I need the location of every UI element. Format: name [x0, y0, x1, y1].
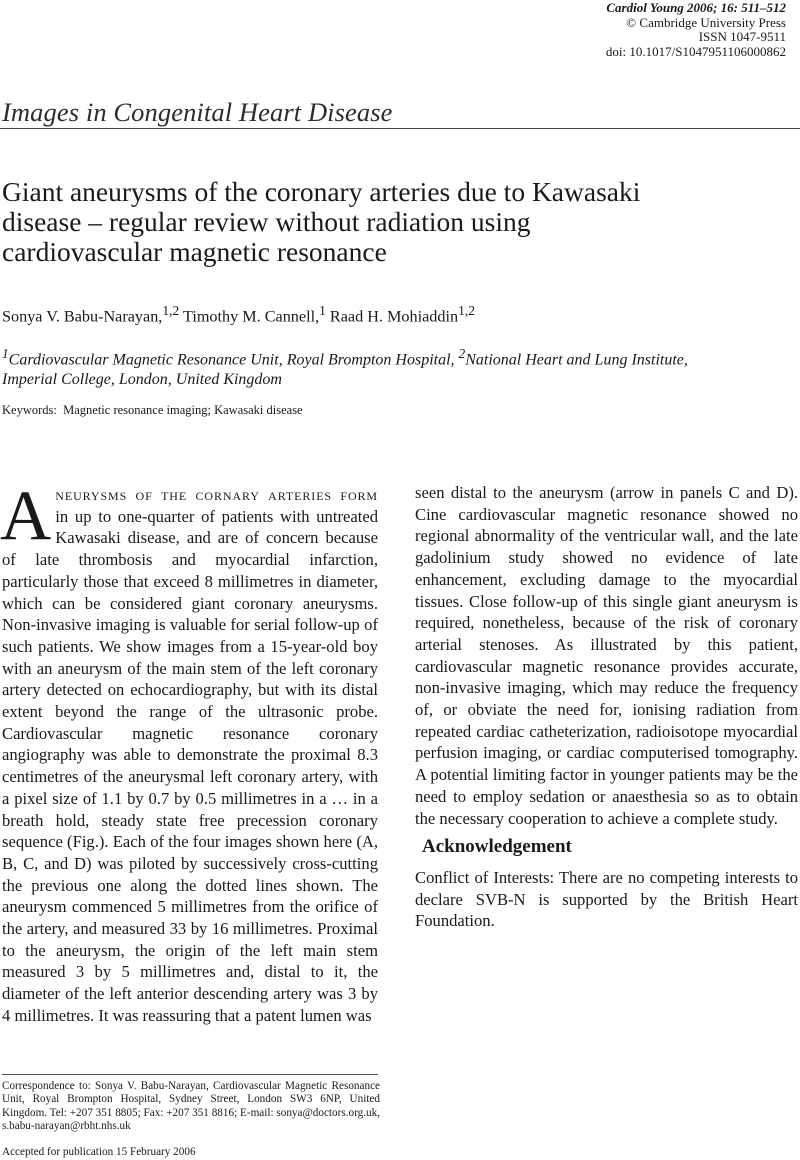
title-line: disease – regular review without radiation using — [2, 206, 531, 237]
article-title — [2, 177, 792, 267]
keywords — [2, 403, 303, 418]
drop-cap: A — [0, 477, 52, 555]
affiliation-mark: 2 — [458, 346, 466, 361]
author-affiliation-mark: 1,2 — [458, 303, 475, 318]
author-name: Sonya V. Babu-Narayan, — [2, 307, 163, 326]
lead-in-text: neurysms of the cornary arteries form — [55, 485, 378, 504]
affiliation-text: Cardiovascular Magnetic Resonance Unit, Royal Brompton Hospital, — [8, 351, 455, 369]
author-affiliation-mark: 1 — [319, 303, 326, 318]
keywords-label: Keywords: — [2, 403, 57, 417]
doi: doi: 10.1017/S1047951106000862 — [605, 43, 786, 59]
issn: ISSN 1047-9511 — [698, 29, 786, 45]
title-line: Giant aneurysms of the coronary arteries due to Kawasaki — [2, 176, 641, 207]
keywords-text: Magnetic resonance imaging; Kawasaki disease — [63, 403, 303, 417]
author-name: Timothy M. Cannell, — [183, 307, 320, 326]
acknowledgement-text: Conflict of Interests: There are no competing interests to declare SVB-N is supported by the British Heart Foundation. — [415, 868, 798, 931]
copyright: © Cambridge University Press — [626, 14, 786, 30]
body-paragraph: seen distal to the aneurysm (arrow in panels C and D). Cine cardiovascular magnetic resonance showed no regional abnormality of the ventricular wall, and the late gadolinium study showed no evidence of late enhancement, excluding damage to the myocardial tissues. Close follow-up of this single giant aneurysm is required, nonetheless, because of the risk of coronary arterial stenoses. As illustrated by this patient, cardiovascular magnetic resonance provides accurate, non-invasive imaging, which may reduce the frequency of, or obviate the need for, ionising radiation from repeated cardiac catheterization, radioisotope myocardial perfusion imaging, or cardiac computerised tomography. A potential limiting factor in younger patients may be the need to employ sedation or anaesthesia so as to obtain the necessary cooperation to achieve a complete study. — [415, 483, 798, 828]
author-affiliation-mark: 1,2 — [162, 303, 180, 318]
author-list — [2, 303, 475, 326]
title-line: cardiovascular magnetic resonance — [2, 236, 387, 267]
section-title: Images in Congenital Heart Disease — [2, 97, 393, 127]
affiliation-text: National Heart and Lung Institute, — [465, 351, 688, 369]
body-paragraph: in up to one-quarter of patients with untreated Kawasaki disease, and are of concern because of late thrombosis and myocardial infarction, particularly those that exceed 8 millimetres in diameter, which can be considered giant coronary aneurysms. Non-invasive imaging is valuable for serial follow-up of such patients. We show images from a 15-year-old boy with an aneurysm of the main stem of the left coronary artery detected on echocardiography, but with its distal extent beyond the range of the ultrasonic probe. Cardiovascular magnetic resonance coronary angiography was able to demonstrate the proximal 8.3 centimetres of the aneurysmal left coronary artery, with a pixel size of 1.1 by 0.7 by 0.5 millimetres in a … in a breath hold, steady state free precession coronary sequence (Fig.). Each of the four images shown here (A, B, C, and D) was piloted by successively cross-cutting the previous one along the dotted lines shown. The aneurysm commenced 5 millimetres from the orifice of the artery, and measured 33 by 16 millimetres. Proximal to the aneurysm, the origin of the left main stem measured 3 by 5 millimetres and, distal to it, the diameter of the left anterior descending artery was 3 by 4 millimetres. It was reassuring that a patent lumen was — [2, 506, 378, 1025]
affiliations — [2, 344, 792, 390]
acknowledgement-heading: Acknowledgement — [422, 836, 572, 857]
body-column-right — [415, 482, 798, 829]
section-divider — [0, 128, 800, 129]
citation: Cardiol Young 2006; 16: 511–512 — [606, 0, 786, 15]
author-name: Raad H. Mohiaddin — [329, 307, 459, 326]
journal-header — [386, 1, 786, 59]
footnote-divider — [2, 1074, 378, 1075]
correspondence-note: Correspondence to: Sonya V. Babu-Narayan, Cardiovascular Magnetic Resonance Unit, Royal Brompton Hospital, Sydney Street, London SW3 6NP, United Kingdom. Tel: +207 351 8805; Fax: +207 351 8816; E-mail: sonya@doctors.org.uk, s.babu-narayan@rbht.nhs.uk — [2, 1080, 380, 1133]
affiliation-mark: 1 — [2, 346, 9, 361]
affiliation-text: Imperial College, London, United Kingdom — [2, 371, 282, 389]
accepted-date: Accepted for publication 15 February 2006 — [2, 1146, 196, 1158]
body-column-left — [0, 477, 378, 1027]
